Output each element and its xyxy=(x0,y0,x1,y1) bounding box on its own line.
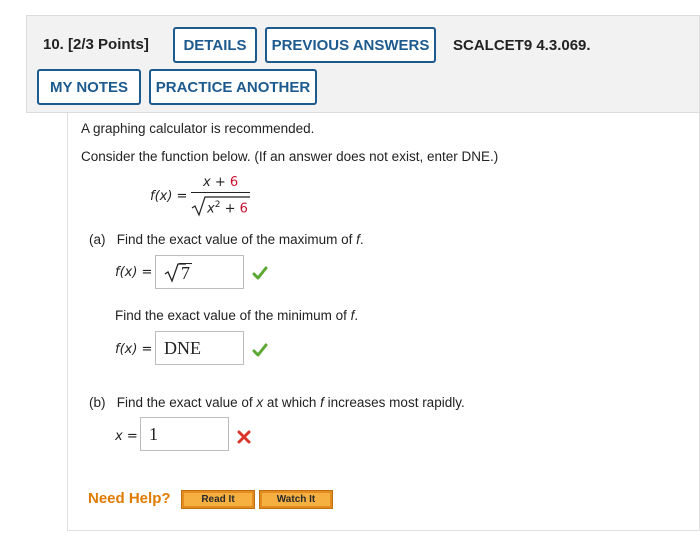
part-b-label: (b) xyxy=(89,395,106,410)
part-a-min-question: Find the exact value of the minimum of f. xyxy=(115,308,359,323)
my-notes-button[interactable]: MY NOTES xyxy=(37,69,141,105)
correct-check-icon xyxy=(252,266,268,280)
need-help-label: Need Help? xyxy=(88,490,171,507)
practice-another-button[interactable]: PRACTICE ANOTHER xyxy=(149,69,317,105)
max-answer-field[interactable] xyxy=(155,255,244,289)
x-answer-value: 1 xyxy=(149,423,158,444)
question-points: [2/3 Points] xyxy=(68,36,149,53)
function-numerator: x + 6 xyxy=(203,175,239,190)
part-b-prompt xyxy=(89,395,465,410)
watch-it-button[interactable]: Watch It xyxy=(260,491,332,508)
x-answer-lhs: x = xyxy=(115,429,138,444)
question-header xyxy=(26,15,700,113)
correct-check-icon xyxy=(252,343,268,357)
min-answer-lhs: f(x) = xyxy=(115,342,153,357)
incorrect-x-icon xyxy=(237,430,251,444)
question-title xyxy=(43,36,149,53)
min-answer-field[interactable] xyxy=(155,331,244,365)
recommendation-text: A graphing calculator is recommended. xyxy=(81,121,315,136)
function-lhs: f(x) = xyxy=(150,189,188,204)
part-b-question: Find the exact value of x at which f increases most rapidly. xyxy=(116,395,465,410)
min-answer-value: DNE xyxy=(164,337,201,358)
x-answer-field[interactable] xyxy=(140,417,229,451)
read-it-button[interactable]: Read It xyxy=(182,491,254,508)
part-a-label: (a) xyxy=(89,232,106,247)
fraction-bar xyxy=(191,192,250,193)
part-a-max-question: Find the exact value of the maximum of f. xyxy=(116,232,364,247)
previous-answers-button[interactable]: PREVIOUS ANSWERS xyxy=(265,27,436,63)
question-number: 10. xyxy=(43,36,64,53)
part-a-prompt-max xyxy=(89,232,364,247)
max-answer-value: 7 xyxy=(181,262,190,283)
instruction-text: Consider the function below. (If an answer does not exist, enter DNE.) xyxy=(81,149,499,164)
problem-code: SCALCET9 4.3.069. xyxy=(453,37,591,54)
max-answer-lhs: f(x) = xyxy=(115,265,153,280)
function-denominator: $x^2 + 6$ xyxy=(207,200,248,217)
details-button[interactable]: DETAILS xyxy=(173,27,257,63)
